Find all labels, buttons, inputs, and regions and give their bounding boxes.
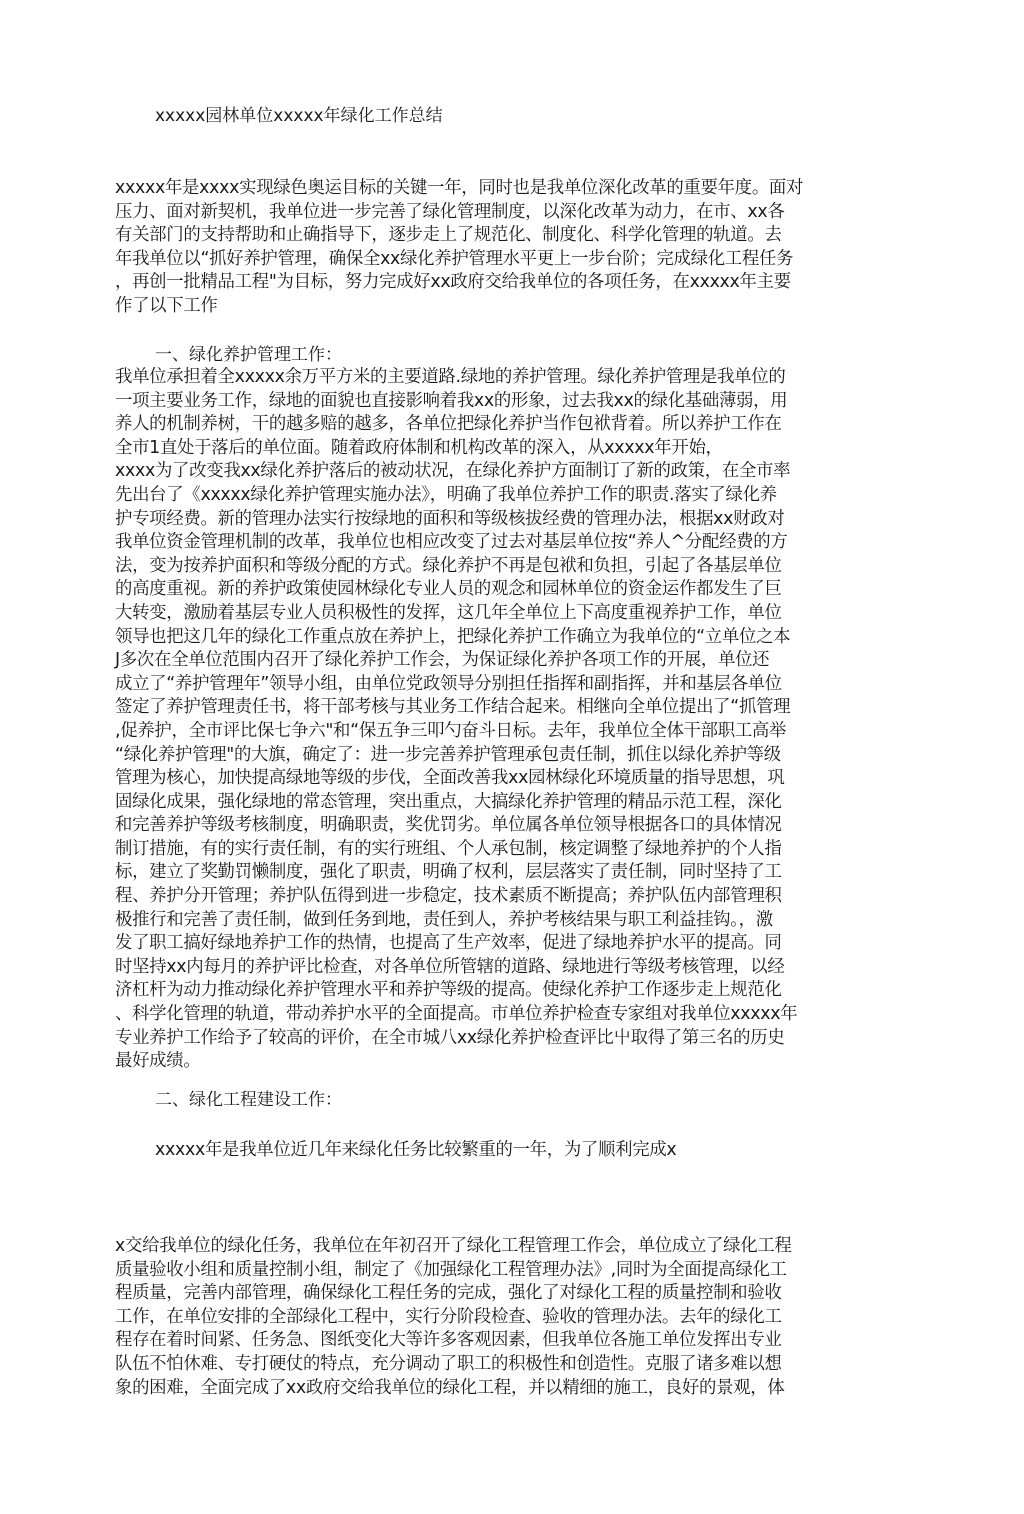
text-line: 成立了“养护管理年”领导小组，由单位党政领导分别担任指挥和副指挥，并和基层各单位 [115,673,782,694]
text-line: 护专项经费。新的管理办法实行按绿地的面积和等级核拔经费的管理办法，根据xx财政对 [115,508,785,529]
text-line: 标，建立了奖勤罚懒制度，强化了职责，明确了权利，层层落实了责任制，同时坚持了工 [115,862,782,883]
text-line: 先出台了《xxxxx绿化养护管理实施办法》，明确了我单位养护工作的职责.落实了绿化养 [115,484,777,505]
text-line: 固绿化成果，强化绿地的常态管理，突出重点，大搞绿化养护管理的精品示范工程，深化 [115,791,782,812]
text-line: 、科学化管理的轨道，带动养护水平的全面提高。市单位养护检查专家组对我单位xxxxx年 [115,1004,798,1025]
maintenance-paragraph [115,366,885,1074]
text-line: x交给我单位的绿化任务，我单位在年初召开了绿化工程管理工作会，单位成立了绿化工程 [115,1236,792,1256]
text-line: 全市1直处于落后的单位面。随着政府体制和机构改革的深入，从xxxxx年开始， [115,437,723,458]
text-line: 程质量，完善内部管理，确保绿化工程任务的完成，强化了对绿化工程的质量控制和验收 [115,1283,782,1304]
text-line: 压力、面对新契机，我单位进一步完善了绿化管理制度，以深化改革为动力，在市、xx各 [115,201,785,222]
text-line: 质量验收小组和质量控制小组，制定了《加强绿化工程管理办法》,同时为全面提高绿化工 [115,1259,787,1280]
text-line: 程存在着时间紧、任务急、图纸变化大等许多客观因素，但我单位各施工单位发挥出专业 [115,1330,782,1351]
text-line: 作了以下工作 [115,295,218,316]
text-line: 发了职工搞好绿地养护工作的热情，也提高了生产效率，促进了绿地养护水平的提高。同 [115,933,782,954]
text-line: 极推行和完善了责任制，做到任务到地，责任到人，养护考核结果与职工利益挂钩。，激 [115,909,773,930]
construction-paragraph-opening [155,1139,855,1163]
text-line: 象的困难，全面完成了xx政府交给我单位的绿化工程，并以精细的施工，良好的景观，体 [115,1377,785,1398]
text-line: 法，变为按养护面积和等级分配的方式。绿化养护不再是包袱和负担，引起了各基层单位 [115,555,782,576]
text-line: 和完善养护等级考核制度，明确职责，奖优罚劣。单位属各单位领导根据各口的具体情况 [115,815,782,836]
text-line: 的高度重视。新的养护政策使园林绿化专业人员的观念和园林单位的资金运作都发生了巨 [115,579,782,600]
text-line: 大转变，激励着基层专业人员积极性的发挥，这几年全单位上下高度重视养护工作，单位 [115,602,782,623]
text-line: 专业养护工作给予了较高的评价，在全市城八xx绿化养护检查评比屮取得了第三名的历史 [115,1027,785,1048]
document-title: xxxxx园林单位xxxxx年绿化工作总结 [155,106,443,126]
text-line: 程、养护分开管理；养护队伍得到进一步稳定，技术素质不断提高；养护队伍内部管理积 [115,886,782,907]
intro-paragraph [115,177,885,319]
text-line: 时坚持xx内每月的养护评比检查，对各单位所管辖的道路、绿地进行等级考核管理，以经 [115,956,785,977]
text-line: 我单位资金管理机制的改革，我单位也相应改变了过去对基层单位按“养人^分配经费的方 [115,532,788,553]
text-line: xxxxx年是xxxx实现绿色奥运目标的关键一年，同时也是我单位深化改革的重要年度。面对 [115,178,804,198]
text-line: “绿化养护管理"的大旗，确定了：进一步完善养护管理承包责任制，抓住以绿化养护等级 [115,744,781,765]
text-line: ,促养护，全市评比保七争六"和“保五争三叩勺奋斗日标。去年，我单位全体干部职工高举 [115,720,787,741]
text-line: J多次在全单位范围内召开了绿化养护工作会，为保证绿化养护各项工作的开展，单位还 [115,650,770,671]
text-line: 管理为核心，加快提高绿地等级的步伐，全面改善我xx园林绿化环境质量的指导思想，巩 [115,768,785,789]
text-line: xxxx为了改变我xx绿化养护落后的被动状况，在绿化养护方面制订了新的政策，在全市率 [115,461,791,482]
text-line: 养人的机制养树，干的越多赔的越多，各单位把绿化养护当作包袱背着。所以养护工作在 [115,414,782,435]
text-line: 有关部门的支持帮助和止确指导下，逐步走上了规范化、制度化、科学化管理的轨道。去 [115,225,782,246]
text-line: 一项主要业务工作，绿地的面貌也直接影响着我xx的形象，过去我xx的绿化基础薄弱，用 [115,390,788,411]
section-heading-construction: 二、绿化工程建设工作： [155,1090,342,1110]
text-line: 济杠杆为动力推动绿化养护管理水平和养护等级的提高。使绿化养护工作逐步走上规范化 [115,980,782,1001]
text-line: 工作，在单位安排的全部绿化工程中，实行分阶段检查、验收的管理办法。去年的绿化工 [115,1306,782,1327]
text-line: 领导也把这几年的绿化工作重点放在养护上，把绿化养护工作确立为我单位的“立单位之本 [115,626,791,647]
text-line: 签定了养护管理责任书，将干部考核与其业务工作结合起来。相继向全单位提出了“抓管理 [115,697,791,718]
text-line: 我单位承担着全xxxxx余万平方米的主要道路.绿地的养护管理。绿化养护管理是我单位的 [115,367,786,387]
text-line: 最好成绩。 [115,1051,201,1072]
text-line: ，再创一批精品工程"为目标，努力完成好xx政府交给我单位的各项任务，在xxxxx年主要 [115,272,791,293]
construction-paragraph [115,1235,885,1400]
section-heading-maintenance: 一、绿化养护管理工作： [155,345,342,365]
text-line: 队伍不怕休难、专打硬仗的特点，充分调动了职工的积极性和创造性。克服了诸多难以想 [115,1353,782,1374]
text-line: xxxxx年是我单位近几年来绿化任务比较繁重的一年，为了顺利完成x [155,1140,677,1160]
text-line: 制订措施，有的实行责任制，有的实行班组、个人承包制，核定调整了绿地养护的个人指 [115,838,782,859]
text-line: 年我单位以“抓好养护管理，确保全xx绿化养护管理水平更上一步台阶；完成绿化工程任务 [115,248,794,269]
